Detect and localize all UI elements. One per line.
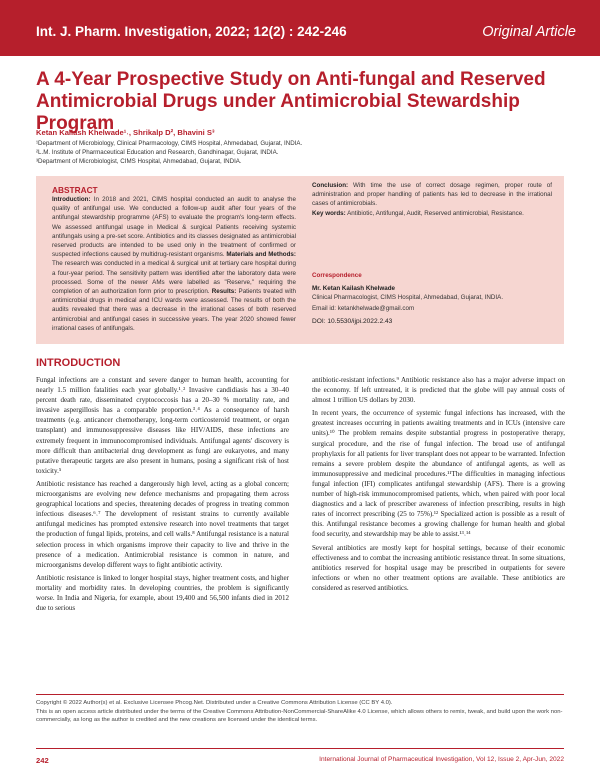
affiliation-1: ¹Department of Microbiology, Clinical Pharmacology, CIMS Hospital, Ahmedabad, Gujarat, INDIA. [36, 140, 303, 147]
keywords-text: Antibiotic, Antifungal, Audit, Reserved antimicrobial, Resistance. [345, 209, 524, 217]
correspondence-heading: Correspondence [312, 272, 362, 279]
footer-journal: International Journal of Pharmaceutical Investigation, Vol 12, Issue 2, Apr-Jun, 2022 [319, 756, 564, 763]
body-left-column [36, 375, 289, 616]
article-title: A 4-Year Prospective Study on Anti-fungal and Reserved Antimicrobial Drugs under Antimicrobial Stewardship Program [36, 69, 546, 134]
copyright-line-2: This is an open access article distributed under the terms of the Creative Commons Attribution-NonCommercial-ShareAlike 4.0 License, which allows others to remix, tweak, and build upon the work non-commercially, as long as the author is credited and the new creations are licensed under the identical terms. [36, 708, 563, 724]
footer-divider [36, 748, 564, 749]
correspondence-designation: Clinical Pharmacologist, CIMS Hospital, Ahmedabad, Gujarat, INDIA. [312, 294, 504, 301]
body-paragraph: Fungal infections are a constant and severe danger to human health, accounting for nearly 1.5 million fatalities each year globally.¹˒² Invasive candidiasis has a 30–40 percent death rate, disseminated cryptococcosis has a 20–30 % mortality rate, and invasive aspergillosis has a comparable proportion.³˒⁴ As a consequence of harsh treatments (e.g. anticancer chemotherapy, long-term corticosteroid treatment, or organ transplant) and immunosuppressive diseases like HIV/AIDS, these infections are extremely frequent in immunocompromised individuals. Antifungal agents' discovery is more difficult than antibacterial drug development as fungi are eukaryotes, and many putative therapeutic targets are also present in humans, posing a significant risk of host toxicity.⁵ [36, 376, 289, 475]
affiliation-2: ²L.M. Institute of Pharmaceutical Education and Research, Gandhinagar, Gujarat, INDIA. [36, 149, 279, 156]
body-paragraph: Antibiotic resistance is linked to longer hospital stays, higher treatment costs, and higher mortality and morbidity rates. In developing countries, the problem is significantly worse. In India and Nigeria, for example, about 19,400 and 56,500 infants died in 2012 due to serious [36, 573, 289, 613]
author-list: Ketan Kailash Khelwade¹˒, Shrikalp D², Bhavini S³ [36, 128, 215, 137]
journal-reference: Int. J. Pharm. Investigation, 2022; 12(2) : 242-246 [36, 24, 347, 39]
correspondence-name: Mr. Ketan Kailash Khelwade [312, 285, 396, 292]
abstract-heading: ABSTRACT [52, 185, 98, 195]
body-paragraph: antibiotic-resistant infections.⁹ Antibiotic resistance also has a major adverse impact on the economy. If left untreated, it is predicted that the globe will pay annual costs of almost 1 trillion US dollars by 2030. [312, 376, 565, 405]
doi[interactable]: DOI: 10.5530/ijpi.2022.2.43 [312, 318, 393, 325]
results-label: Results: [211, 288, 237, 296]
article-type: Original Article [482, 24, 576, 40]
introduction-heading: INTRODUCTION [36, 357, 121, 369]
body-paragraph: In recent years, the occurrence of systemic fungal infections has increased, with the greatest increases occurring in patients awaiting treatments and in ICUs (intensive care units).¹⁰ The problem remains despite substantial progress in postoperative therapy, surgical procedure, and the rise of fungal infection. The broad use of antifungal prophylaxis for all patients for liver transplant does not appear to be warranted. Infection remains a severe problem despite the abundance of antifungal agents, as well as immunosuppressive and medicinal procedures.¹¹The difficulties in managing infectious fungal infection (IFI) complicates antifungal stewardship (AFS). There is a growing number of high-risk immunocompromised patients, which, when paired with poor local diagnostics and a lack of prescriber awareness of infection prescribing, results in high rates of incorrect prescribing (25 to 75%).¹² Specialized action is possible as a result of this. Antifungal resistance becomes a growing challenge for human health and global food security, and stewardship may be able to assist.¹³˒¹⁴ [312, 409, 565, 539]
intro-text: In 2018 and 2021, CIMS hospital conducted an audit to analyse the quality of antifungal use. We conducted a follow-up audit after four years of the antifungal stewardship programme (AFS) to evaluate the program's long-term effects. We assessed antifungal usage in Medical & surgical Patients receiving systemic antifungals using a pre-set score. Antibiotics and its classes designated as antimicrobial reserved products are intended to be used only in the treatment of confirmed or suspected infections caused by multidrug-resistant organisms. [52, 196, 296, 259]
body-paragraph: Several antibiotics are mostly kept for hospital settings, because of their economic effectiveness and to combat the increasing antibiotic resistance threat. In some situations, antibiotics reserved for hospital usage may be prescribed in outpatients for severe infections or when no other treatment options are available. These antibiotics are considered as reserved antibiotics. [312, 543, 565, 592]
body-paragraph: Antibiotic resistance has reached a dangerously high level, acting as a global concern; microorganisms are evolving new defence mechanisms and propagating them across geographical locations and species, threatening decades of progress in treating common infectious diseases.⁶˒⁷ The development of resistant strains to currently available antifungal medicines has prompted extensive research into novel treatments that target the production of fungal lipids, proteins, and cell walls.⁸ Antifungal resistance is a natural selection process in which organisms improve their capacity to live and thrive in the presence of a medication. Antimicrobial resistance is common in nature, and microorganisms develop different ways to fight antibiotic activity. [36, 479, 289, 569]
copyright-line-1: Copyright © 2022 Author(s) et al. Exclusive Licensee Phcog.Net. Distributed under a Creative Commons Attribution License (CC BY 4.0). [36, 700, 393, 706]
intro-label: Introduction: [52, 196, 91, 203]
abstract-right-column [312, 181, 552, 218]
methods-text: The research was conducted in a medical & surgical unit at tertiary care hospital during a four-year period. The sensitivity pattern was identified after the laboratory data were processed. Some of the newer AMs were labelled as "Reserve," requiring the completion of an authorization form prior to prescription. [52, 260, 296, 296]
copyright-divider [36, 694, 564, 695]
keywords-label: Key words: [312, 209, 346, 217]
correspondence-email[interactable]: Email id: ketankhelwade@gmail.com [312, 305, 415, 312]
conclusion-label: Conclusion: [312, 182, 349, 189]
body-right-column [312, 375, 565, 596]
conclusion-text: With time the use of correct dosage regimen, proper route of administration and proper handling of patients has led to decrease in the irrational cases of antimicrobials. [312, 182, 552, 208]
abstract-left-column [52, 195, 296, 333]
results-text: Patients treated with antimicrobial drugs in medical and ICU wards were assessed. The results of both the audits revealed that there was a decrease in the irrational cases of both reserved antimicrobial and antifungal cases in successive years. The year 2020 showed fewer irrational cases of antifungals. [52, 288, 297, 332]
page-number: 242 [36, 756, 49, 765]
affiliation-3: ³Department of Microbiologist, CIMS Hospital, Ahmedabad, Gujarat, INDIA. [36, 158, 242, 165]
methods-label: Materials and Methods: [226, 251, 296, 259]
copyright-notice [36, 699, 564, 725]
